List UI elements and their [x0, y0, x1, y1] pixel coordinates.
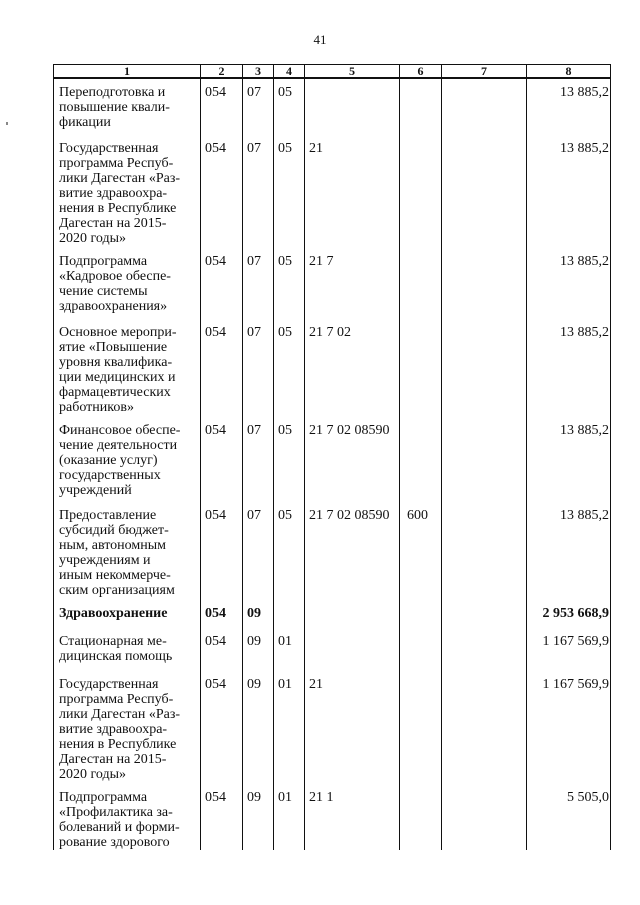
- section-code-cell: 09: [243, 628, 274, 671]
- table-row: [54, 248, 611, 319]
- target-article-cell: 21: [305, 671, 400, 784]
- section-code-cell: 07: [243, 78, 274, 135]
- target-article-cell: 21 1: [305, 784, 400, 850]
- table-row: [54, 502, 611, 600]
- target-article-cell: 21 7 02 08590: [305, 417, 400, 502]
- ministry-code-cell: 054: [201, 78, 243, 135]
- expense-type-cell: [400, 784, 442, 850]
- target-article-cell: 21 7: [305, 248, 400, 319]
- budget-table: [53, 64, 611, 850]
- amount-cell: 13 885,2: [527, 248, 611, 319]
- item-name-cell: Подпрограмма «Кадровое обеспе- чение системы здравоохранения»: [54, 248, 201, 319]
- column-header: 5: [305, 65, 400, 79]
- expense-type-cell: [400, 319, 442, 417]
- ministry-code-cell: 054: [201, 628, 243, 671]
- item-name-cell: Подпрограмма «Профилактика за- болеваний и форми- рование здорового: [54, 784, 201, 850]
- target-article-cell: [305, 78, 400, 135]
- column-7-cell: [442, 671, 527, 784]
- column-header: 7: [442, 65, 527, 79]
- margin-mark: [6, 122, 8, 125]
- table-row: [54, 600, 611, 628]
- table-row: [54, 135, 611, 248]
- column-header: 1: [54, 65, 201, 79]
- ministry-code-cell: 054: [201, 135, 243, 248]
- item-name-cell: Переподготовка и повышение квали- фикации: [54, 78, 201, 135]
- column-header: 2: [201, 65, 243, 79]
- amount-cell: 13 885,2: [527, 502, 611, 600]
- expense-type-cell: [400, 135, 442, 248]
- subsection-code-cell: 01: [274, 671, 305, 784]
- ministry-code-cell: 054: [201, 600, 243, 628]
- section-code-cell: 07: [243, 135, 274, 248]
- section-code-cell: 07: [243, 248, 274, 319]
- column-7-cell: [442, 502, 527, 600]
- column-7-cell: [442, 78, 527, 135]
- expense-type-cell: 600: [400, 502, 442, 600]
- amount-cell: 13 885,2: [527, 417, 611, 502]
- ministry-code-cell: 054: [201, 784, 243, 850]
- ministry-code-cell: 054: [201, 319, 243, 417]
- amount-cell: 2 953 668,9: [527, 600, 611, 628]
- page-number: 41: [313, 32, 327, 47]
- column-header: 8: [527, 65, 611, 79]
- amount-cell: 13 885,2: [527, 319, 611, 417]
- column-7-cell: [442, 319, 527, 417]
- header-row: [54, 65, 611, 79]
- section-code-cell: 09: [243, 671, 274, 784]
- subsection-code-cell: 01: [274, 784, 305, 850]
- item-name-cell: Основное меропри- ятие «Повышение уровня квалифика- ции медицинских и фармацевтических работников»: [54, 319, 201, 417]
- column-7-cell: [442, 784, 527, 850]
- subsection-code-cell: 05: [274, 417, 305, 502]
- section-code-cell: 09: [243, 784, 274, 850]
- table-row: [54, 671, 611, 784]
- expense-type-cell: [400, 671, 442, 784]
- subsection-code-cell: 05: [274, 135, 305, 248]
- ministry-code-cell: 054: [201, 248, 243, 319]
- target-article-cell: [305, 600, 400, 628]
- subsection-code-cell: 01: [274, 628, 305, 671]
- expense-type-cell: [400, 78, 442, 135]
- ministry-code-cell: 054: [201, 502, 243, 600]
- expense-type-cell: [400, 248, 442, 319]
- column-header: 6: [400, 65, 442, 79]
- subsection-code-cell: 05: [274, 319, 305, 417]
- column-7-cell: [442, 628, 527, 671]
- ministry-code-cell: 054: [201, 417, 243, 502]
- item-name-cell: Государственная программа Респуб- лики Дагестан «Раз- витие здравоохра- нения в Республике Дагестан на 2015- 2020 годы»: [54, 671, 201, 784]
- section-code-cell: 09: [243, 600, 274, 628]
- item-name-cell: Государственная программа Респуб- лики Дагестан «Раз- витие здравоохра- нения в Республике Дагестан на 2015- 2020 годы»: [54, 135, 201, 248]
- section-code-cell: 07: [243, 502, 274, 600]
- table-row: [54, 784, 611, 850]
- expense-type-cell: [400, 600, 442, 628]
- item-name-cell: Стационарная ме- дицинская помощь: [54, 628, 201, 671]
- amount-cell: 13 885,2: [527, 135, 611, 248]
- section-code-cell: 07: [243, 417, 274, 502]
- item-name-cell: Предоставление субсидий бюджет- ным, автономным учреждениям и иным некоммерче- ским организациям: [54, 502, 201, 600]
- amount-cell: 13 885,2: [527, 78, 611, 135]
- item-name-cell: Финансовое обеспе- чение деятельности (оказание услуг) государственных учреждений: [54, 417, 201, 502]
- item-name-cell: Здравоохранение: [54, 600, 201, 628]
- target-article-cell: [305, 628, 400, 671]
- table-row: [54, 628, 611, 671]
- column-7-cell: [442, 417, 527, 502]
- amount-cell: 1 167 569,9: [527, 628, 611, 671]
- table-row: [54, 417, 611, 502]
- amount-cell: 5 505,0: [527, 784, 611, 850]
- target-article-cell: 21 7 02 08590: [305, 502, 400, 600]
- table-row: [54, 319, 611, 417]
- target-article-cell: 21: [305, 135, 400, 248]
- column-7-cell: [442, 600, 527, 628]
- table-row: [54, 78, 611, 135]
- section-code-cell: 07: [243, 319, 274, 417]
- subsection-code-cell: 05: [274, 248, 305, 319]
- column-header: 4: [274, 65, 305, 79]
- column-7-cell: [442, 248, 527, 319]
- expense-type-cell: [400, 628, 442, 671]
- expense-type-cell: [400, 417, 442, 502]
- subsection-code-cell: 05: [274, 78, 305, 135]
- target-article-cell: 21 7 02: [305, 319, 400, 417]
- subsection-code-cell: [274, 600, 305, 628]
- ministry-code-cell: 054: [201, 671, 243, 784]
- amount-cell: 1 167 569,9: [527, 671, 611, 784]
- column-7-cell: [442, 135, 527, 248]
- column-header: 3: [243, 65, 274, 79]
- subsection-code-cell: 05: [274, 502, 305, 600]
